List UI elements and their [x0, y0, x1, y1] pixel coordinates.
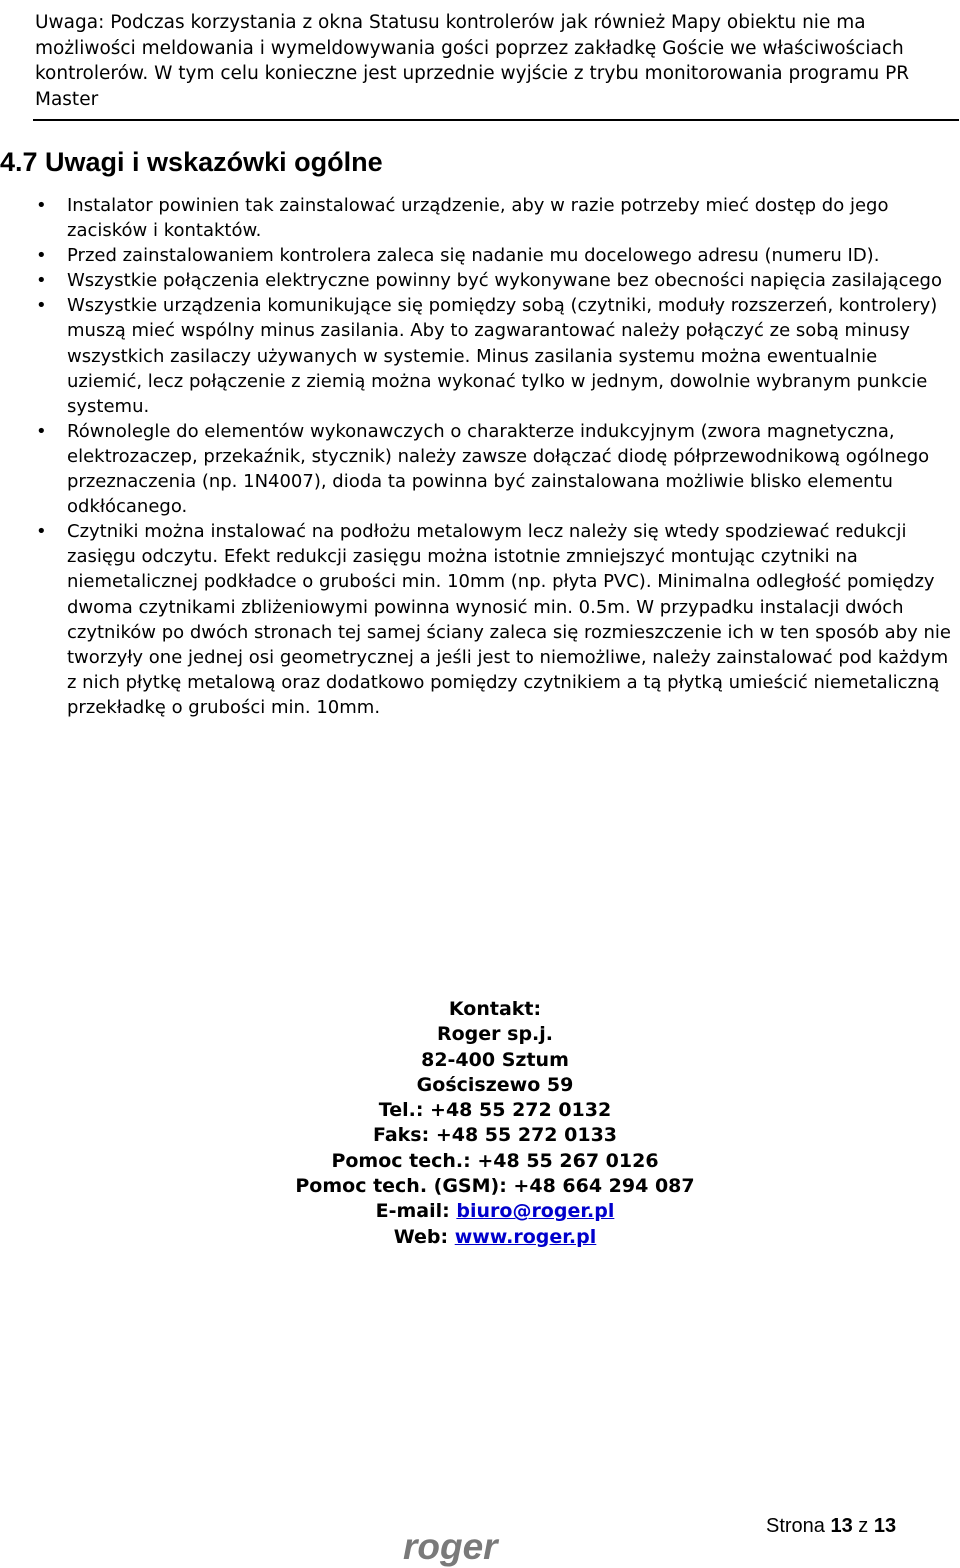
- roger-logo: roger: [403, 1526, 498, 1567]
- email-link[interactable]: biuro@roger.pl: [456, 1200, 615, 1223]
- page-separator: z: [852, 1515, 874, 1537]
- list-item: [0, 268, 960, 293]
- company-name: Roger sp.j.: [436, 1023, 553, 1046]
- postal-code: 82-400 Sztum: [421, 1048, 569, 1071]
- web-label: Web:: [393, 1225, 455, 1248]
- support-phone: Pomoc tech.: +48 55 267 0126: [331, 1149, 659, 1172]
- list-item: [0, 193, 960, 243]
- page-total: 13: [873, 1515, 897, 1537]
- fax-number: Faks: +48 55 272 0133: [372, 1124, 618, 1147]
- list-item-text: Instalator powinien tak zainstalować urządzenie, aby w razie potrzeby mieć dostęp do jego zacisków i kontaktów.: [67, 195, 889, 242]
- header-divider: [33, 119, 959, 121]
- email-label: E-mail:: [375, 1200, 457, 1223]
- contact-heading: Kontakt:: [448, 998, 542, 1020]
- header-note: Uwaga: Podczas korzystania z okna Statusu kontrolerów jak również Mapy obiektu nie ma możliwości meldowania i wymeldowywania gości poprzez zakładkę Goście we właściwościach kontrolerów. W tym celu konieczne jest uprzednie wyjście z trybu monitorowania programu PR Master: [35, 12, 910, 110]
- contact-block: [195, 997, 795, 1250]
- bullet-icon: •: [36, 295, 47, 317]
- street-address: Gościszewo 59: [416, 1073, 574, 1096]
- bullet-icon: •: [36, 420, 47, 442]
- list-item: [0, 243, 960, 268]
- bullet-icon: •: [36, 245, 47, 267]
- web-link[interactable]: www.roger.pl: [454, 1225, 597, 1248]
- list-item: [0, 293, 960, 418]
- list-item-text: Wszystkie urządzenia komunikujące się pomiędzy sobą (czytniki, moduły rozszerzeń, kontrolery) muszą mieć wspólny minus zasilania. Aby to zagwarantować należy połączyć ze sobą minusy wszystkich zasilaczy używanych w systemie. Minus zasilania systemu można ewentualnie uziemić, lecz połączenie z ziemią można wykonać tylko w jednym, dowolnie wybranym punkcie systemu.: [67, 295, 938, 417]
- email-line: [195, 1199, 795, 1224]
- web-line: [195, 1225, 795, 1250]
- bullet-icon: •: [36, 270, 47, 292]
- list-item-text: Czytniki można instalować na podłożu metalowym lecz należy się wtedy spodziewać redukcji zasięgu odczytu. Efekt redukcji zasięgu można istotnie zmniejszyć montując czytniki na niemetalicznej podkładce o grubości min. 10mm (np. płyta PVC). Minimalna odległość pomiędzy dwoma czytnikami zbliżeniowymi powinna wynosić min. 0.5m. W przypadku instalacji dwóch czytników po dwóch stronach tej samej ściany zaleca się rozmieszczenie ich w ten sposób aby nie tworzyły one jednej osi geometrycznej a jeśli jest to niemożliwe, należy zainstalować pod każdym z nich płytkę metalową oraz dodatkowo pomiędzy czytnikiem a tą płytką umieścić niemetaliczną przekładkę o grubości min. 10mm.: [67, 521, 951, 718]
- list-item-text: Równolegle do elementów wykonawczych o charakterze indukcyjnym (zwora magnetyczna, elektrozaczep, przekaźnik, stycznik) należy zawsze dołączać diodę półprzewodnikową ogólnego przeznaczenia (np. 1N4007), dioda ta powinna być zainstalowana możliwie blisko elementu odkłócanego.: [67, 420, 930, 518]
- list-item-text: Wszystkie połączenia elektryczne powinny być wykonywane bez obecności napięcia zasilającego: [67, 270, 942, 292]
- phone-number: Tel.: +48 55 272 0132: [378, 1099, 612, 1122]
- page-number: [766, 1513, 896, 1539]
- list-item: [0, 419, 960, 519]
- page-current: 13: [830, 1515, 853, 1537]
- section-title: 4.7 Uwagi i wskazówki ogólne: [0, 147, 383, 177]
- bullet-icon: •: [36, 195, 47, 216]
- list-item: [0, 519, 960, 720]
- support-gsm: Pomoc tech. (GSM): +48 664 294 087: [295, 1175, 695, 1198]
- guidelines-list: [0, 193, 960, 720]
- list-item-text: Przed zainstalowaniem kontrolera zaleca się nadanie mu docelowego adresu (numeru ID).: [67, 245, 880, 267]
- page-prefix: Strona: [766, 1515, 831, 1537]
- bullet-icon: •: [36, 521, 47, 543]
